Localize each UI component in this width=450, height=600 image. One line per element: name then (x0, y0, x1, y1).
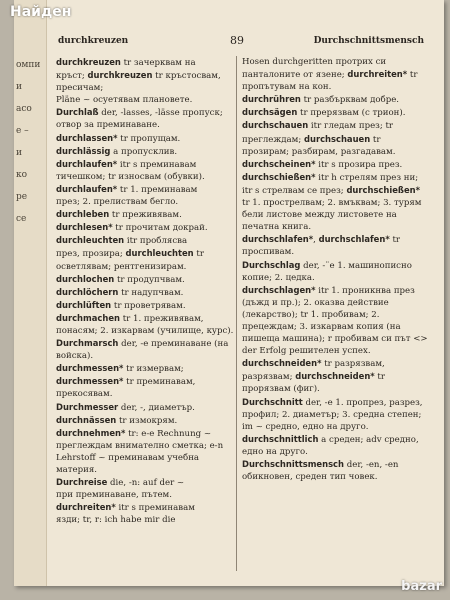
definition-text: itr s преминавам (117, 159, 197, 170)
definition-text: tr пропущам. (117, 133, 181, 144)
definition-text: тичешком; tr износвам (обувки). (56, 171, 205, 182)
dictionary-entry-line (242, 284, 428, 358)
headword: Durchschnitt (242, 396, 303, 407)
headword: durchlüften (56, 299, 112, 310)
previous-page-fragment: ко (16, 170, 28, 180)
definition-text: der, -, диаметър. (118, 402, 195, 413)
definition-text: itr 1. проникнва през (дъжд и пр.); 2. оказва действие (лекарство); tr 1. пробивам; 2. прецеждам; 3. изкарвам копия (на пишеща машина); r пробивам си път <> der Erfolg решителен успех. (242, 285, 428, 357)
headword: durchkreuzen (87, 70, 153, 81)
definition-text: tr прочитам докрай. (112, 223, 208, 234)
headword: durchlaufen* (56, 158, 118, 169)
previous-page-fragment: се (16, 214, 27, 224)
dictionary-entry-line (56, 261, 234, 273)
previous-page-fragment: омпи (16, 60, 41, 70)
previous-page-fragment: е – (16, 126, 29, 136)
definition-text: tr 1. преминавам (117, 184, 198, 195)
dictionary-entry-line (56, 196, 234, 208)
dictionary-entry-line (56, 489, 234, 501)
previous-page-edge (14, 0, 47, 586)
dictionary-entry-line (56, 171, 234, 183)
page-number: 89 (230, 34, 244, 47)
dictionary-entry-line (56, 427, 234, 476)
dictionary-entry-line (56, 69, 234, 94)
dictionary-entry-line (56, 299, 234, 312)
definition-text: a пропусклив. (110, 146, 178, 157)
right-column (242, 56, 428, 576)
dictionary-entry-line (242, 68, 428, 93)
definition-text: панталоните от язене; (242, 70, 348, 81)
dictionary-entry-line (56, 476, 234, 489)
dictionary-entry-line (56, 401, 234, 414)
definition-text: tr разбърквам добре. (300, 95, 400, 106)
column-divider (236, 56, 237, 571)
headword: durchscheinen* (242, 158, 316, 169)
definition-text: der, -e 1. пропрез, разрез, профил; 2. диаметър; 3. средна степен; im ~ средно, едно на друго. (242, 397, 423, 432)
dictionary-entry-line (56, 286, 234, 299)
definition-text: tr 1. преживявам, понасям; 2. изкарвам (училище, курс). (56, 313, 234, 336)
dictionary-entry-line (56, 145, 234, 158)
definition-text: itr гледам през; tr преглеждам; (242, 121, 394, 145)
definition-text: itr s прозира през. (315, 159, 403, 170)
definition-text: tr проспивам. (242, 235, 401, 258)
headword: durchkreuzen (56, 57, 121, 67)
definition-text: Pläne ~ осуетявам плановете. (56, 95, 193, 106)
headword: durchschnittlich (242, 433, 319, 444)
dictionary-entry-line (56, 221, 234, 234)
header-guide-word-left: durchkreuzen (58, 36, 129, 46)
definition-text: itr h стрелям през ни; itr s стрелвам се през; (242, 172, 419, 196)
definition-text: itr проблясва (124, 236, 188, 247)
headword: durchschneiden* (295, 371, 375, 382)
definition-text: кръст; (56, 71, 88, 82)
definition-text: tr зачерквам на (120, 58, 196, 68)
headword: durchlöchern (56, 286, 119, 297)
headword: durchlochen (56, 273, 115, 284)
dictionary-entry-line (56, 247, 234, 260)
dictionary-entry-line (242, 106, 428, 119)
headword: durchschauen (304, 133, 371, 144)
dictionary-entry-line (242, 396, 428, 433)
definition-text: tr прорязвам (фиг). (242, 372, 385, 395)
headword: durchleuchten (125, 248, 194, 259)
headword: durchreiten* (347, 69, 408, 80)
dictionary-entry-line (56, 208, 234, 221)
definition-text: tr измервам; (123, 364, 184, 375)
headword: durchnehmen* (56, 427, 126, 438)
definition-text: през; 2. прелиствам бегло. (56, 197, 179, 208)
dictionary-entry-line (56, 94, 234, 106)
headword: durchschauen (242, 120, 309, 131)
dictionary-entry-line (56, 375, 234, 400)
definition-text: tr пропътувам на кон. (242, 70, 418, 93)
dictionary-entry-line (56, 337, 234, 362)
definition-text: , (313, 235, 319, 246)
definition-text: der, -lasses, -lässe пропуск; отвор за преминаване. (56, 108, 223, 131)
definition-text: при преминаване, пътем. (56, 490, 172, 501)
definition-text: tr проветрявам. (111, 300, 186, 311)
dictionary-entry-line (56, 56, 234, 69)
dictionary-entry-line (242, 93, 428, 106)
headword: durchlassen* (56, 132, 118, 143)
definition-text: осветлявам; рентгенизирам. (56, 261, 187, 272)
headword: durchleben (56, 209, 110, 220)
corner-logo: bazar (401, 579, 442, 594)
headword: Durchschlag (242, 259, 301, 270)
headword: Durchmesser (56, 401, 119, 412)
headword: durchschießen* (346, 184, 420, 195)
definition-text: der, -e преминаване (на войска). (56, 339, 229, 362)
definition-text: tr прерязвам (с трион). (297, 108, 406, 119)
dictionary-entry-line (242, 433, 428, 458)
previous-page-fragment: асо (16, 104, 32, 114)
dictionary-entry-line (242, 56, 428, 68)
dictionary-entry-line (56, 106, 234, 131)
headword: durchlaufen* (56, 183, 118, 194)
definition-text: itr s преминавам (115, 503, 195, 514)
header-guide-word-right: Durchschnittsmensch (313, 36, 424, 46)
definition-text: през, прозира; (56, 249, 126, 260)
previous-page-fragment: и (16, 148, 22, 158)
definition-text: der, -¨e 1. машинописно копие; 2. цедка. (242, 260, 412, 283)
definition-text: tr (193, 249, 204, 260)
definition-text: tr: e-e Rechnung ~ преглеждам внимателно сметка; e-n Lehrstoff ~ преминавам учебна материя. (56, 428, 224, 475)
definition-text: die, -n: auf der ~ (107, 478, 185, 489)
dictionary-entry-line (56, 414, 234, 427)
definition-text: a среден; adv средно, едно на друго. (242, 434, 419, 457)
dictionary-entry-line (56, 501, 234, 514)
dictionary-page (14, 0, 444, 586)
definition-text: tr продупчвам. (114, 274, 185, 285)
headword: durchsägen (242, 107, 298, 118)
headword: Durchschnittsmensch (242, 459, 344, 469)
left-column (56, 56, 234, 576)
headword: durchrühren (242, 94, 301, 105)
headword: durchleuchten (56, 235, 125, 246)
headword: durchreiten* (56, 502, 116, 513)
headword: durchschneiden* (242, 358, 322, 369)
headword: Durchreise (56, 477, 108, 488)
headword: durchschlafen* (318, 234, 390, 245)
headword: durchlesen* (56, 222, 113, 233)
dictionary-entry-line (56, 273, 234, 286)
definition-text: tr надупчвам. (118, 287, 184, 298)
headword: durchnässen (56, 414, 117, 425)
headword: durchschlagen* (242, 284, 316, 295)
dictionary-entry-line (56, 234, 234, 247)
definition-text: tr преминавам, прекосявам. (56, 377, 196, 400)
dictionary-entry-line (242, 119, 428, 157)
definition-text: tr прозирам; разбирам, разгадавам. (242, 134, 396, 157)
previous-page-fragment: ре (16, 192, 28, 202)
definition-text: tr преживявам. (109, 210, 182, 221)
definition-text: язди; tr, r: ich habe mir die (56, 515, 176, 526)
headword: Durchmarsch (56, 338, 119, 349)
dictionary-entry-line (242, 357, 428, 395)
dictionary-entry-line (56, 132, 234, 145)
dictionary-entry-line (56, 158, 234, 171)
definition-text: der, -en, -en обикновен, среден тип човек. (242, 460, 399, 483)
dictionary-entry-line (242, 458, 428, 483)
dictionary-entry-line (56, 183, 234, 196)
dictionary-entry-line (56, 312, 234, 337)
dictionary-entry-line (242, 171, 428, 233)
headword: durchmessen* (56, 363, 124, 374)
headword: durchlässig (56, 145, 111, 156)
headword: durchschlafen* (242, 234, 314, 245)
dictionary-entry-line (56, 514, 234, 526)
headword: Durchlaß (56, 107, 99, 118)
definition-text: tr разрязвам, разрязвам; (242, 359, 385, 383)
headword: durchmessen* (56, 376, 124, 387)
previous-page-fragment: и (16, 82, 22, 92)
definition-text: tr измокрям. (116, 415, 178, 426)
definition-text: tr 1. прострелвам; 2. вмъквам; 3. турям бели листове между листовете на печатна книга. (242, 198, 422, 233)
headword: durchschießen* (242, 171, 316, 182)
watermark-logo: Найден (10, 4, 72, 20)
definition-text: tr кръстосвам, пресичам; (56, 71, 221, 94)
dictionary-entry-line (242, 233, 428, 258)
definition-text: Hosen durchgeritten протрих си (242, 57, 387, 67)
page-header (52, 32, 434, 50)
dictionary-entry-line (242, 259, 428, 284)
headword: durchmachen (56, 312, 120, 323)
dictionary-entry-line (242, 158, 428, 171)
dictionary-entry-line (56, 362, 234, 375)
